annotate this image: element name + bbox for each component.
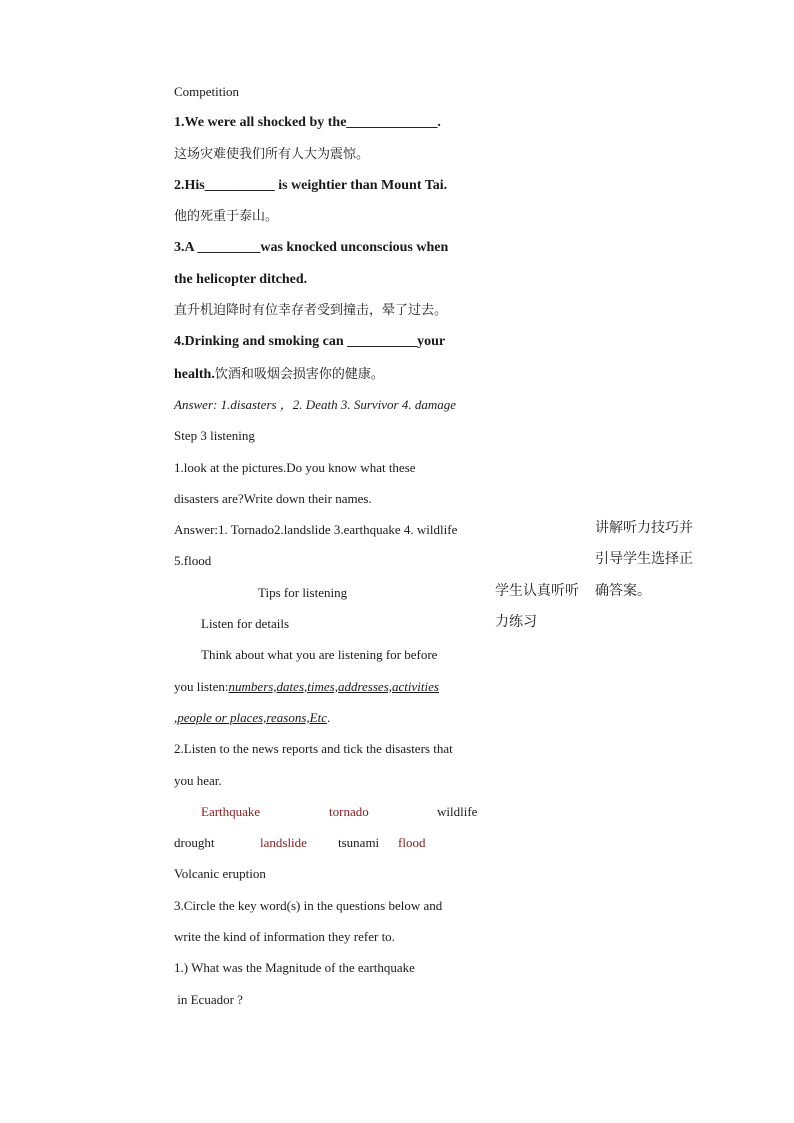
disaster-word: drought: [174, 835, 215, 851]
task-2-line-1: 2.Listen to the news reports and tick the disasters that: [174, 741, 453, 757]
tip-listen-details: Listen for details: [201, 616, 290, 632]
student-activity-column: [495, 576, 587, 639]
question-2-translation: 他的死重于泰山。: [174, 209, 279, 225]
tips-title: Tips for listening: [258, 584, 348, 600]
disaster-word: tornado: [329, 803, 369, 819]
think-line-2: [174, 671, 482, 702]
student-activity-line: 力练习: [495, 614, 537, 631]
question-4-health: health.: [174, 366, 215, 382]
question-2: 2.His__________ is weightier than Mount Tai.: [174, 177, 448, 193]
task-1-line-1: 1.look at the pictures.Do you know what these: [174, 459, 416, 475]
question-4-translation: 饮酒和吸烟会损害你的健康。: [214, 366, 384, 382]
answer-key-2-line-1: Answer:1. Tornado2.landslide 3.earthquake 4. wildlife: [174, 522, 458, 538]
disaster-row-1: [174, 796, 482, 827]
task-3-line-1: 3.Circle the key word(s) in the questions below and: [174, 897, 443, 913]
disaster-word: wildlife: [437, 803, 478, 819]
task-3-line-2: write the kind of information they refer to.: [174, 929, 395, 945]
teacher-activity-line: 讲解听力技巧并: [595, 520, 693, 536]
teacher-activity-line: 引导学生选择正: [595, 551, 693, 568]
teacher-activity-column: [595, 513, 707, 607]
step-3-heading: Step 3 listening: [174, 428, 255, 444]
think-line-3: [174, 702, 482, 733]
question-1-translation: 这场灾难使我们所有人大为震惊。: [174, 146, 370, 162]
answer-key-1: Answer: 1.disasters ，2. Death 3. Survivor 4. damage: [174, 396, 457, 412]
question-magnitude-line-1: 1.) What was the Magnitude of the earthquake: [174, 960, 415, 976]
disaster-row-2: [174, 827, 482, 858]
question-3-line-2: the helicopter ditched.: [174, 271, 308, 287]
question-1: 1.We were all shocked by the_____________.: [174, 115, 441, 131]
think-examples-2: ,people or places,reasons,Etc: [174, 709, 327, 725]
teacher-activity-line: 确答案。: [595, 582, 651, 599]
think-suffix: .: [326, 709, 331, 725]
disaster-word: Earthquake: [201, 803, 261, 819]
answer-key-2-line-2: 5.flood: [174, 553, 212, 569]
disaster-word: flood: [398, 835, 426, 851]
think-line-1: Think about what you are listening for before: [201, 647, 438, 663]
think-examples-1: numbers,dates,times,addresses,activities: [228, 678, 439, 694]
question-4-line-1: 4.Drinking and smoking can __________your: [174, 334, 446, 350]
think-prefix: you listen:: [174, 678, 229, 694]
disaster-word: tsunami: [338, 835, 380, 851]
section-title: Competition: [174, 84, 239, 99]
question-3-line-1: 3.A _________was knocked unconscious when: [174, 240, 449, 256]
student-activity-line: 学生认真听听: [495, 583, 579, 599]
question-4-line-2: [174, 358, 482, 389]
disaster-word: landslide: [260, 835, 307, 851]
task-1-line-2: disasters are?Write down their names.: [174, 490, 372, 506]
disaster-row-3: Volcanic eruption: [174, 866, 266, 882]
main-column: [174, 76, 482, 1015]
task-2-line-2: you hear.: [174, 772, 222, 788]
question-3-translation: 直升机迫降时有位幸存者受到撞击，晕了过去。: [174, 303, 448, 319]
question-magnitude-line-2: in Ecuador ?: [174, 991, 243, 1007]
